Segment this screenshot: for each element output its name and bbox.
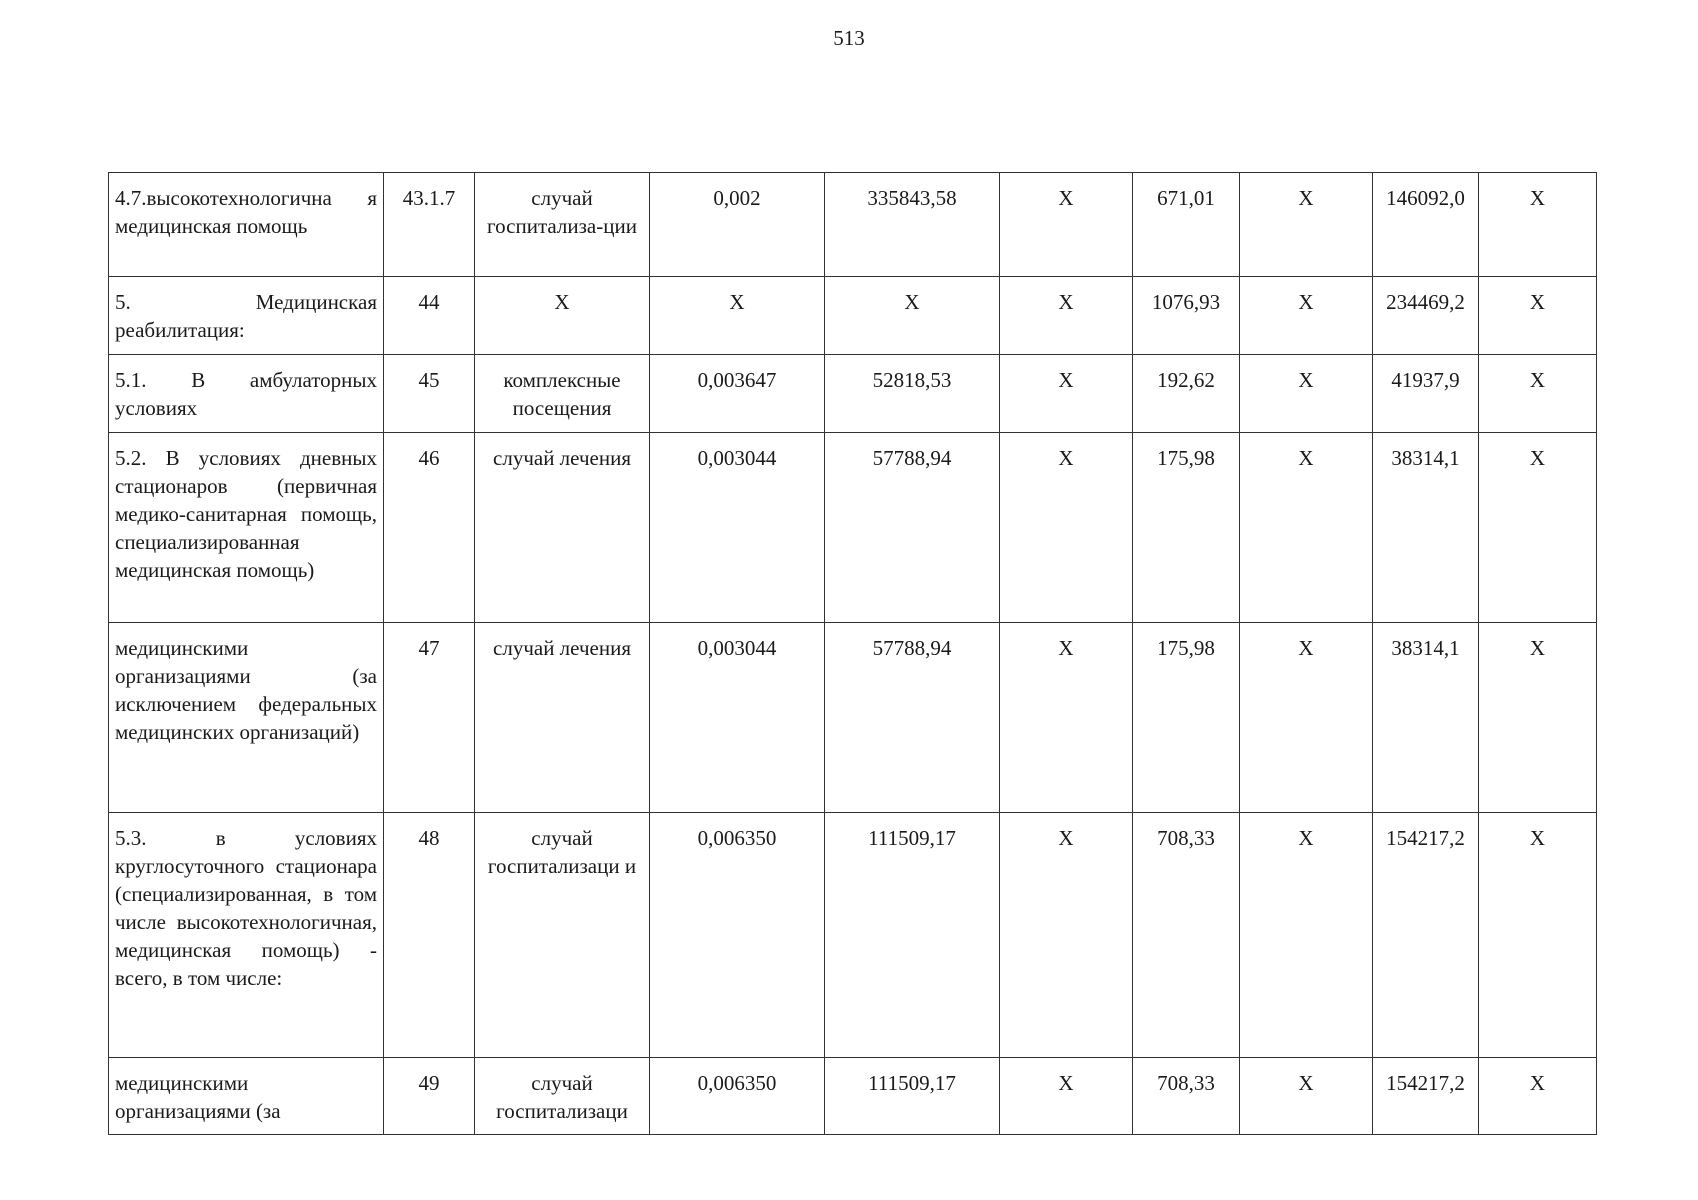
- row-sum: 154217,2: [1373, 1058, 1479, 1135]
- row-unit: случай госпитализаци: [475, 1058, 650, 1135]
- row-x2: Х: [1240, 623, 1373, 813]
- row-x3: Х: [1479, 433, 1597, 623]
- row-x1: Х: [1000, 1058, 1133, 1135]
- row-unit: случай госпитализаци и: [475, 813, 650, 1058]
- row-x2: Х: [1240, 433, 1373, 623]
- row-x3: Х: [1479, 1058, 1597, 1135]
- row-x3: Х: [1479, 277, 1597, 355]
- row-sum: 154217,2: [1373, 813, 1479, 1058]
- row-volume: 0,003044: [650, 433, 825, 623]
- row-number: 46: [384, 433, 475, 623]
- row-x3: Х: [1479, 813, 1597, 1058]
- table-row: [109, 433, 1597, 623]
- row-volume: 0,003044: [650, 623, 825, 813]
- row-sum: 38314,1: [1373, 623, 1479, 813]
- row-number: 45: [384, 355, 475, 433]
- row-per-capita: 175,98: [1133, 433, 1240, 623]
- row-per-capita: 708,33: [1133, 813, 1240, 1058]
- row-unit: комплексные посещения: [475, 355, 650, 433]
- row-number: 44: [384, 277, 475, 355]
- row-name: 5.2. В условиях дневных стационаров (первичная медико-санитарная помощь, специализированная медицинская помощь): [109, 433, 384, 623]
- row-name: 5.1. В амбулаторных условиях: [109, 355, 384, 433]
- row-name: 5.3. в условиях круглосуточного стационара (специализированная, в том числе высокотехнологичная, медицинская помощь) - всего, в том числе:: [109, 813, 384, 1058]
- row-name: медицинскими организациями (за исключением федеральных медицинских организаций): [109, 623, 384, 813]
- row-cost: 52818,53: [825, 355, 1000, 433]
- row-x2: Х: [1240, 813, 1373, 1058]
- row-cost: 57788,94: [825, 433, 1000, 623]
- row-number: 43.1.7: [384, 173, 475, 277]
- row-x1: Х: [1000, 355, 1133, 433]
- row-number: 47: [384, 623, 475, 813]
- row-unit: случай лечения: [475, 433, 650, 623]
- row-x1: Х: [1000, 173, 1133, 277]
- row-cost: 111509,17: [825, 813, 1000, 1058]
- row-name: 4.7.высокотехнологична я медицинская помощь: [109, 173, 384, 277]
- row-per-capita: 708,33: [1133, 1058, 1240, 1135]
- row-per-capita: 192,62: [1133, 355, 1240, 433]
- row-name: 5. Медицинская реабилитация:: [109, 277, 384, 355]
- row-x2: Х: [1240, 1058, 1373, 1135]
- row-number: 48: [384, 813, 475, 1058]
- table-row: [109, 623, 1597, 813]
- row-volume: 0,006350: [650, 813, 825, 1058]
- row-per-capita: 671,01: [1133, 173, 1240, 277]
- row-x3: Х: [1479, 355, 1597, 433]
- row-number: 49: [384, 1058, 475, 1135]
- row-volume: 0,002: [650, 173, 825, 277]
- table-row: [109, 277, 1597, 355]
- row-unit: случай лечения: [475, 623, 650, 813]
- row-x2: Х: [1240, 277, 1373, 355]
- row-per-capita: 1076,93: [1133, 277, 1240, 355]
- row-x1: Х: [1000, 277, 1133, 355]
- row-cost: 57788,94: [825, 623, 1000, 813]
- row-x3: Х: [1479, 623, 1597, 813]
- table-row: [109, 173, 1597, 277]
- row-x1: Х: [1000, 813, 1133, 1058]
- row-sum: 146092,0: [1373, 173, 1479, 277]
- page-number: 513: [833, 26, 865, 50]
- row-cost: Х: [825, 277, 1000, 355]
- row-volume: Х: [650, 277, 825, 355]
- row-volume: 0,003647: [650, 355, 825, 433]
- row-volume: 0,006350: [650, 1058, 825, 1135]
- row-sum: 41937,9: [1373, 355, 1479, 433]
- row-sum: 38314,1: [1373, 433, 1479, 623]
- row-cost: 335843,58: [825, 173, 1000, 277]
- data-table: [108, 172, 1597, 1135]
- row-unit: Х: [475, 277, 650, 355]
- row-cost: 111509,17: [825, 1058, 1000, 1135]
- row-x2: Х: [1240, 355, 1373, 433]
- row-x1: Х: [1000, 433, 1133, 623]
- table-row: [109, 1058, 1597, 1135]
- row-name: медицинскими организациями (за: [109, 1058, 384, 1135]
- row-x1: Х: [1000, 623, 1133, 813]
- table-row: [109, 355, 1597, 433]
- row-per-capita: 175,98: [1133, 623, 1240, 813]
- row-sum: 234469,2: [1373, 277, 1479, 355]
- row-x3: Х: [1479, 173, 1597, 277]
- row-x2: Х: [1240, 173, 1373, 277]
- row-unit: случай госпитализа-ции: [475, 173, 650, 277]
- table-row: [109, 813, 1597, 1058]
